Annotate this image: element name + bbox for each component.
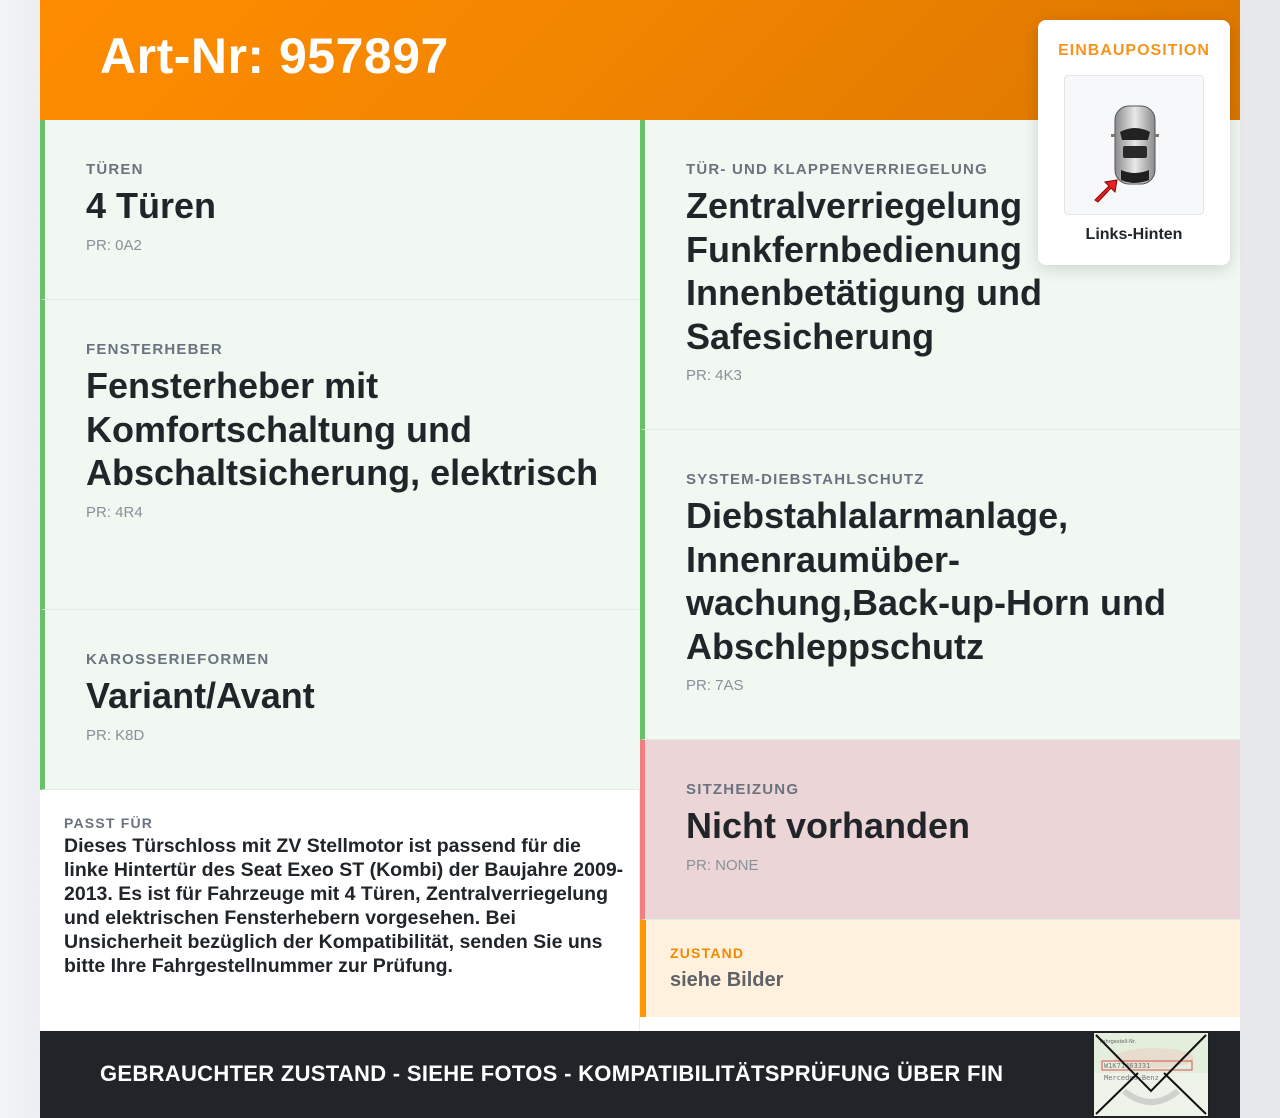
mounting-position-card <box>1038 20 1230 265</box>
spec-card-doors <box>40 120 640 300</box>
spec-label: SITZHEIZUNG <box>686 781 800 798</box>
fits-for-description: Dieses Türschloss mit ZV Stellmotor ist passend für die linke Hintertür des Seat Exeo ST (Kombi) der Baujahre 2009-2013. Es ist für Fahrzeuge mit 4 Türen, Zentralverriegelung und elektrischen Fensterhebern vorgesehen. Bei Unsicherheit bezüglich der Kompatibilität, senden Sie uns bitte Ihre Fahrgestellnummer zur Prüfung. <box>64 835 624 977</box>
spec-label: TÜREN <box>86 161 144 178</box>
spec-card-window-lifter <box>40 300 640 610</box>
article-number-title: Art-Nr: 957897 <box>100 28 449 84</box>
spec-pr-code: PR: K8D <box>86 726 145 744</box>
mounting-position-label: EINBAUPOSITION <box>1058 42 1210 59</box>
svg-text:W1K71463J31: W1K71463J31 <box>1104 1062 1151 1070</box>
condition-label: ZUSTAND <box>670 945 745 961</box>
spec-pr-code: PR: NONE <box>686 856 759 874</box>
spec-label: KAROSSERIEFORMEN <box>86 651 270 668</box>
condition-value: siehe Bilder <box>670 969 784 991</box>
spec-value: Diebstahlalarmanlage, Innenraumüber-wachung,Back-up-Horn und Abschleppschutz <box>686 495 1166 667</box>
svg-text:Fahrgestell-Nr.: Fahrgestell-Nr. <box>1100 1039 1137 1045</box>
spec-pr-code: PR: 7AS <box>686 677 744 694</box>
spec-pr-code: PR: 4K3 <box>686 367 742 384</box>
spec-value: Fensterheber mit Komfortschaltung und Abschaltsicherung, elektrisch <box>86 365 599 493</box>
spec-value: 4 Türen <box>86 185 217 226</box>
spec-card-body-style <box>40 610 640 790</box>
spec-label: FENSTERHEBER <box>86 341 223 358</box>
vehicle-registration-envelope-icon <box>1092 1031 1210 1118</box>
spec-card-seat-heating <box>640 740 1240 920</box>
spec-pr-code: PR: 0A2 <box>86 236 142 254</box>
left-column <box>40 120 640 790</box>
svg-text:Mercedes-Benz: Mercedes-Benz <box>1104 1074 1159 1082</box>
spec-value: Variant/Avant <box>86 675 315 716</box>
spec-label: TÜR- UND KLAPPENVERRIEGELUNG <box>686 161 988 178</box>
fits-for-label: PASST FÜR <box>64 815 154 831</box>
spec-value: Nicht vorhanden <box>686 805 971 846</box>
spec-label: SYSTEM-DIEBSTAHLSCHUTZ <box>686 471 925 488</box>
spec-pr-code: PR: 4R4 <box>86 503 143 521</box>
condition-section <box>640 920 1240 1017</box>
spec-value: Zentralverriegelung Funkfernbedienung Innenbetätigung und Safesicherung <box>686 185 1042 357</box>
footer-notice: GEBRAUCHTER ZUSTAND - SIEHE FOTOS - KOMPATIBILITÄTSPRÜFUNG ÜBER FIN <box>100 1061 1004 1086</box>
footer-bar <box>40 1031 1240 1118</box>
mounting-position-value: Links-Hinten <box>1085 226 1183 243</box>
car-top-view-with-arrow-icon <box>1064 75 1204 215</box>
fits-for-section <box>40 790 640 1031</box>
spec-card-anti-theft <box>640 430 1240 740</box>
